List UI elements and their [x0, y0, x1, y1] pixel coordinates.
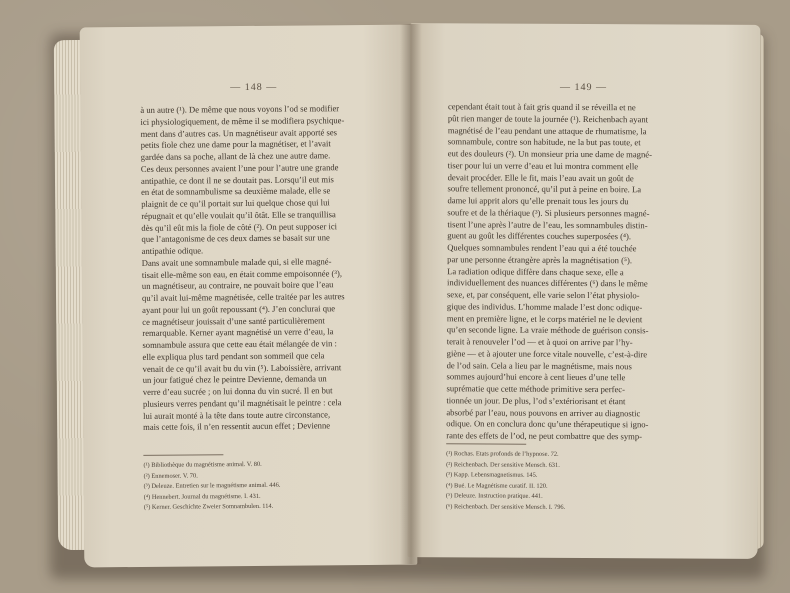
left-page-footnotes: (¹) Bibliothèque du magnétisme animal. V. 80. (²) Ennemoser. V. 70. (³) Deleuze. Entretien sur le magnétisme animal. 446. (⁴) Hennebert. Journal du magnétisme. I. 431. (⁵) Kerner. Geschichte Zweier Somnambulen. 114. — [143, 460, 281, 512]
right-page-body: cependant était tout à fait gris quand il se réveilla et ne pût rien manger de toute la journée (¹). Reichenbach ayant magnétisé de l’eau pendant une attaque de rhumatisme, la somnambule, contre son habitude, ne la but pas toute, et eut des douleurs (²). Un monsieur pria une dame de magné- tiser pour lui un verre d’eau et lui montra comment elle devait procéder. Elle le fit, mais l’eau avait un goût de soufre tellement prononcé, qu’il put à peine en boire. La dame lui apprit alors qu’elle prenait tous les jours du soufre et de la thériaque (³). Si plusieurs personnes magné- tisent l’une après l’autre de l’eau, les somnambules distin- guent au goût les différentes couches superposées (⁴). Quelques somnambules rendent l’eau qui a été touchée par une personne étrangère après la magnétisation (⁵). La radiation odique diffère dans chaque sexe, elle a individuellement des nuances différentes (⁶) dans le même sexe, et, par conséquent, elle varie selon l’état physiolo- gique des individus. L’homme malade l’est donc odique- ment en première ligne, et le corps matériel ne le devient qu’en seconde ligne. La vraie méthode de guérison consis- terait à renouveler l’od — et à quoi on arrive par l’hy- giène — et à ajouter une force vitale nouvelle, c’est-à-dire de l’od sain. Cela a lieu par le magnétisme, mais nous sommes aujourd’hui encore à cent lieues d’une telle suprématie que cette méthode primitive sera perfec- tionnée un jour. De plus, l’od s’extériorisant et étant absorbé par l’eau, nous pouvons en arriver au diagnostic odique. On en conclura donc qu’une thérapeutique si igno- rante des effets de l’od, ne peut combattre que des symp- — [446, 101, 652, 442]
right-page-footnotes: (¹) Rochas. Etats profonds de l’hypnose. 72. (²) Reichenbach. Der sensitive Mensch. 631. (³) Kapp. Lebensmagnetismus. 145. (⁴) Bué. Le Magnétisme curatif. II. 120. (⁵) Deleuze. Instruction pratique. 441. (⁶) Reichenbach. Der sensitive Mensch. I. 796. — [445, 450, 566, 511]
left-page-number: — 148 — — [230, 81, 278, 94]
left-footnote-rule — [143, 454, 223, 456]
book-gutter — [400, 24, 422, 564]
right-footnote-rule — [446, 443, 526, 444]
right-page — [408, 23, 761, 559]
left-page-body: à un autre (¹). De même que nous voyons l’od se modifier ici physiologiquement, de même il se modifiera psychique- ment dans d’autres cas. Un magnétiseur avait apporté ses petits fiole chez une dame pour la magnétiser, et l’avait gardée dans sa poche, allant de là chez une autre dame. Ces deux personnes avaient l’une pour l’autre une grande antipathie, ce dont il ne se doutait pas. Lorsqu’il eut mis en état de somnambulisme sa deuxième malade, elle se plaignit de ce qu’il portait sur lui quelque chose qui lui répugnait et qu’elle voulait qu’il ôtât. Elle se tranquillisa dès qu’il eût mis la fiole de côté (²). On peut supposer ici que l’antagonisme de ces deux dames se basait sur une antipathie odique. Dans avait une somnambule malade qui, si elle magné- tisait elle-même son eau, en était comme empoisonnée (³), un magnétiseur, au contraire, ne pouvait boire que l’eau qu’il avait lui-même magnétisée, celle traitée par les autres ayant pour lui un goût repoussant (⁴). J’en conclurai que ce magnétiseur jouissait d’une santé particulièrement remarquable. Kerner ayant magnétisé un verre d’eau, la somnambule assura que cette eau était mélangée de vin : elle expliqua plus tard pendant son sommeil que cela venait de ce qu’il avait bu du vin (⁵). Laboissière, arrivant un jour fatigué chez le peintre Devienne, demanda un verre d’eau sucrée ; on lui donna du vin sucré. Il en but plusieurs verres pendant qu’il magnétisait le peintre : cela lui aurait monté à la tête dans toute autre circonstance, mais cette fois, il n’en ressentit aucun effet ; Devienne — [140, 103, 345, 433]
right-page-number: — 149 — — [560, 81, 608, 94]
left-page — [80, 25, 418, 568]
